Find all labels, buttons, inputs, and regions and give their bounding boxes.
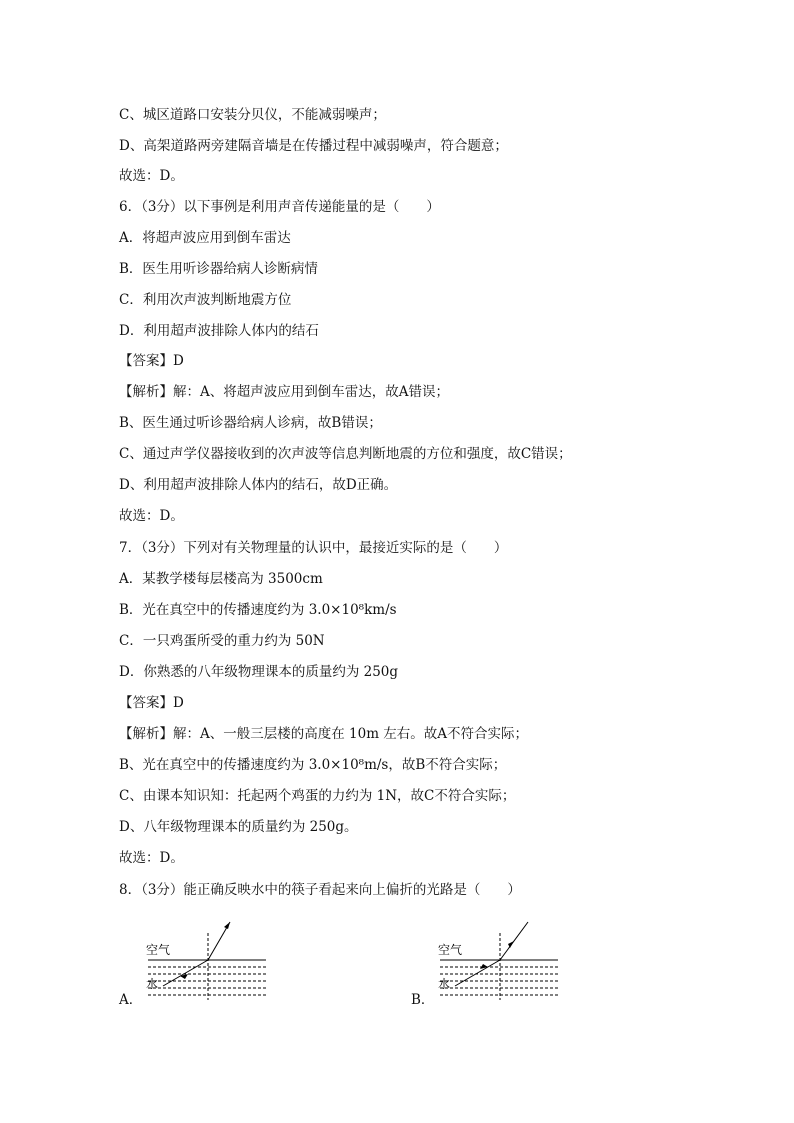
option-b-label: B． — [411, 992, 435, 1008]
air-label: 空气 — [438, 943, 463, 957]
text-line: 故选：D。 — [119, 168, 184, 184]
text-line: B．光在真空中的传播速度约为 3.0×10⁸km/s — [119, 602, 397, 618]
text-line: 7．（3分）下列对有关物理量的认识中，最接近实际的是（ ） — [119, 540, 508, 556]
text-line: D．利用超声波排除人体内的结石 — [119, 323, 319, 339]
text-line: B、光在真空中的传播速度约为 3.0×10⁸m/s，故B不符合实际； — [119, 757, 507, 773]
text-line: C、通过声学仪器接收到的次声波等信息判断地震的方位和强度，故C错误； — [119, 446, 572, 462]
option-a-label: A． — [119, 992, 143, 1008]
text-line: 故选：D。 — [119, 850, 184, 866]
text-line: D、高架道路两旁建隔音墙是在传播过程中减弱噪声，符合题意； — [119, 138, 508, 154]
water-label: 水 — [438, 977, 451, 991]
text-line: D．你熟悉的八年级物理课本的质量约为 250g — [119, 664, 399, 680]
text-line: 8．（3分）能正确反映水中的筷子看起来向上偏折的光路是（ ） — [119, 882, 521, 898]
arrow-head-air — [224, 922, 230, 929]
text-line: C、城区道路口安装分贝仪，不能减弱噪声； — [119, 107, 386, 123]
text-line: 【解析】解：A、将超声波应用到倒车雷达，故A错误； — [119, 384, 449, 400]
ray-water — [163, 960, 208, 986]
water-dashes — [148, 967, 266, 995]
text-line: 【答案】D — [119, 695, 184, 711]
text-line: D、八年级物理课本的质量约为 250g。 — [119, 819, 358, 835]
text-line: 6．（3分）以下事例是利用声音传递能量的是（ ） — [119, 199, 440, 215]
arrow-head-water — [180, 974, 188, 979]
text-line: A．某教学楼每层楼高为 3500cm — [119, 571, 323, 587]
text-line: B．医生用听诊器给病人诊断病情 — [119, 261, 318, 277]
water-dashes — [440, 967, 558, 995]
text-line: C．一只鸡蛋所受的重力约为 50N — [119, 633, 325, 649]
air-label: 空气 — [146, 943, 171, 957]
ray-water — [455, 960, 500, 986]
text-line: B、医生通过听诊器给病人诊病，故B错误； — [119, 415, 382, 431]
text-line: A．将超声波应用到倒车雷达 — [119, 230, 291, 246]
text-line: 【解析】解：A、一般三层楼的高度在 10m 左右。故A不符合实际； — [119, 726, 529, 742]
text-line: 故选：D。 — [119, 508, 184, 524]
text-line: C、由课本知识知：托起两个鸡蛋的力约为 1N，故C不符合实际； — [119, 788, 516, 804]
text-line: C．利用次声波判断地震方位 — [119, 292, 292, 308]
water-label: 水 — [146, 977, 159, 991]
text-line: 【答案】D — [119, 353, 184, 369]
arrow-head-air — [508, 941, 514, 948]
text-line: D、利用超声波排除人体内的结石，故D正确。 — [119, 477, 398, 493]
